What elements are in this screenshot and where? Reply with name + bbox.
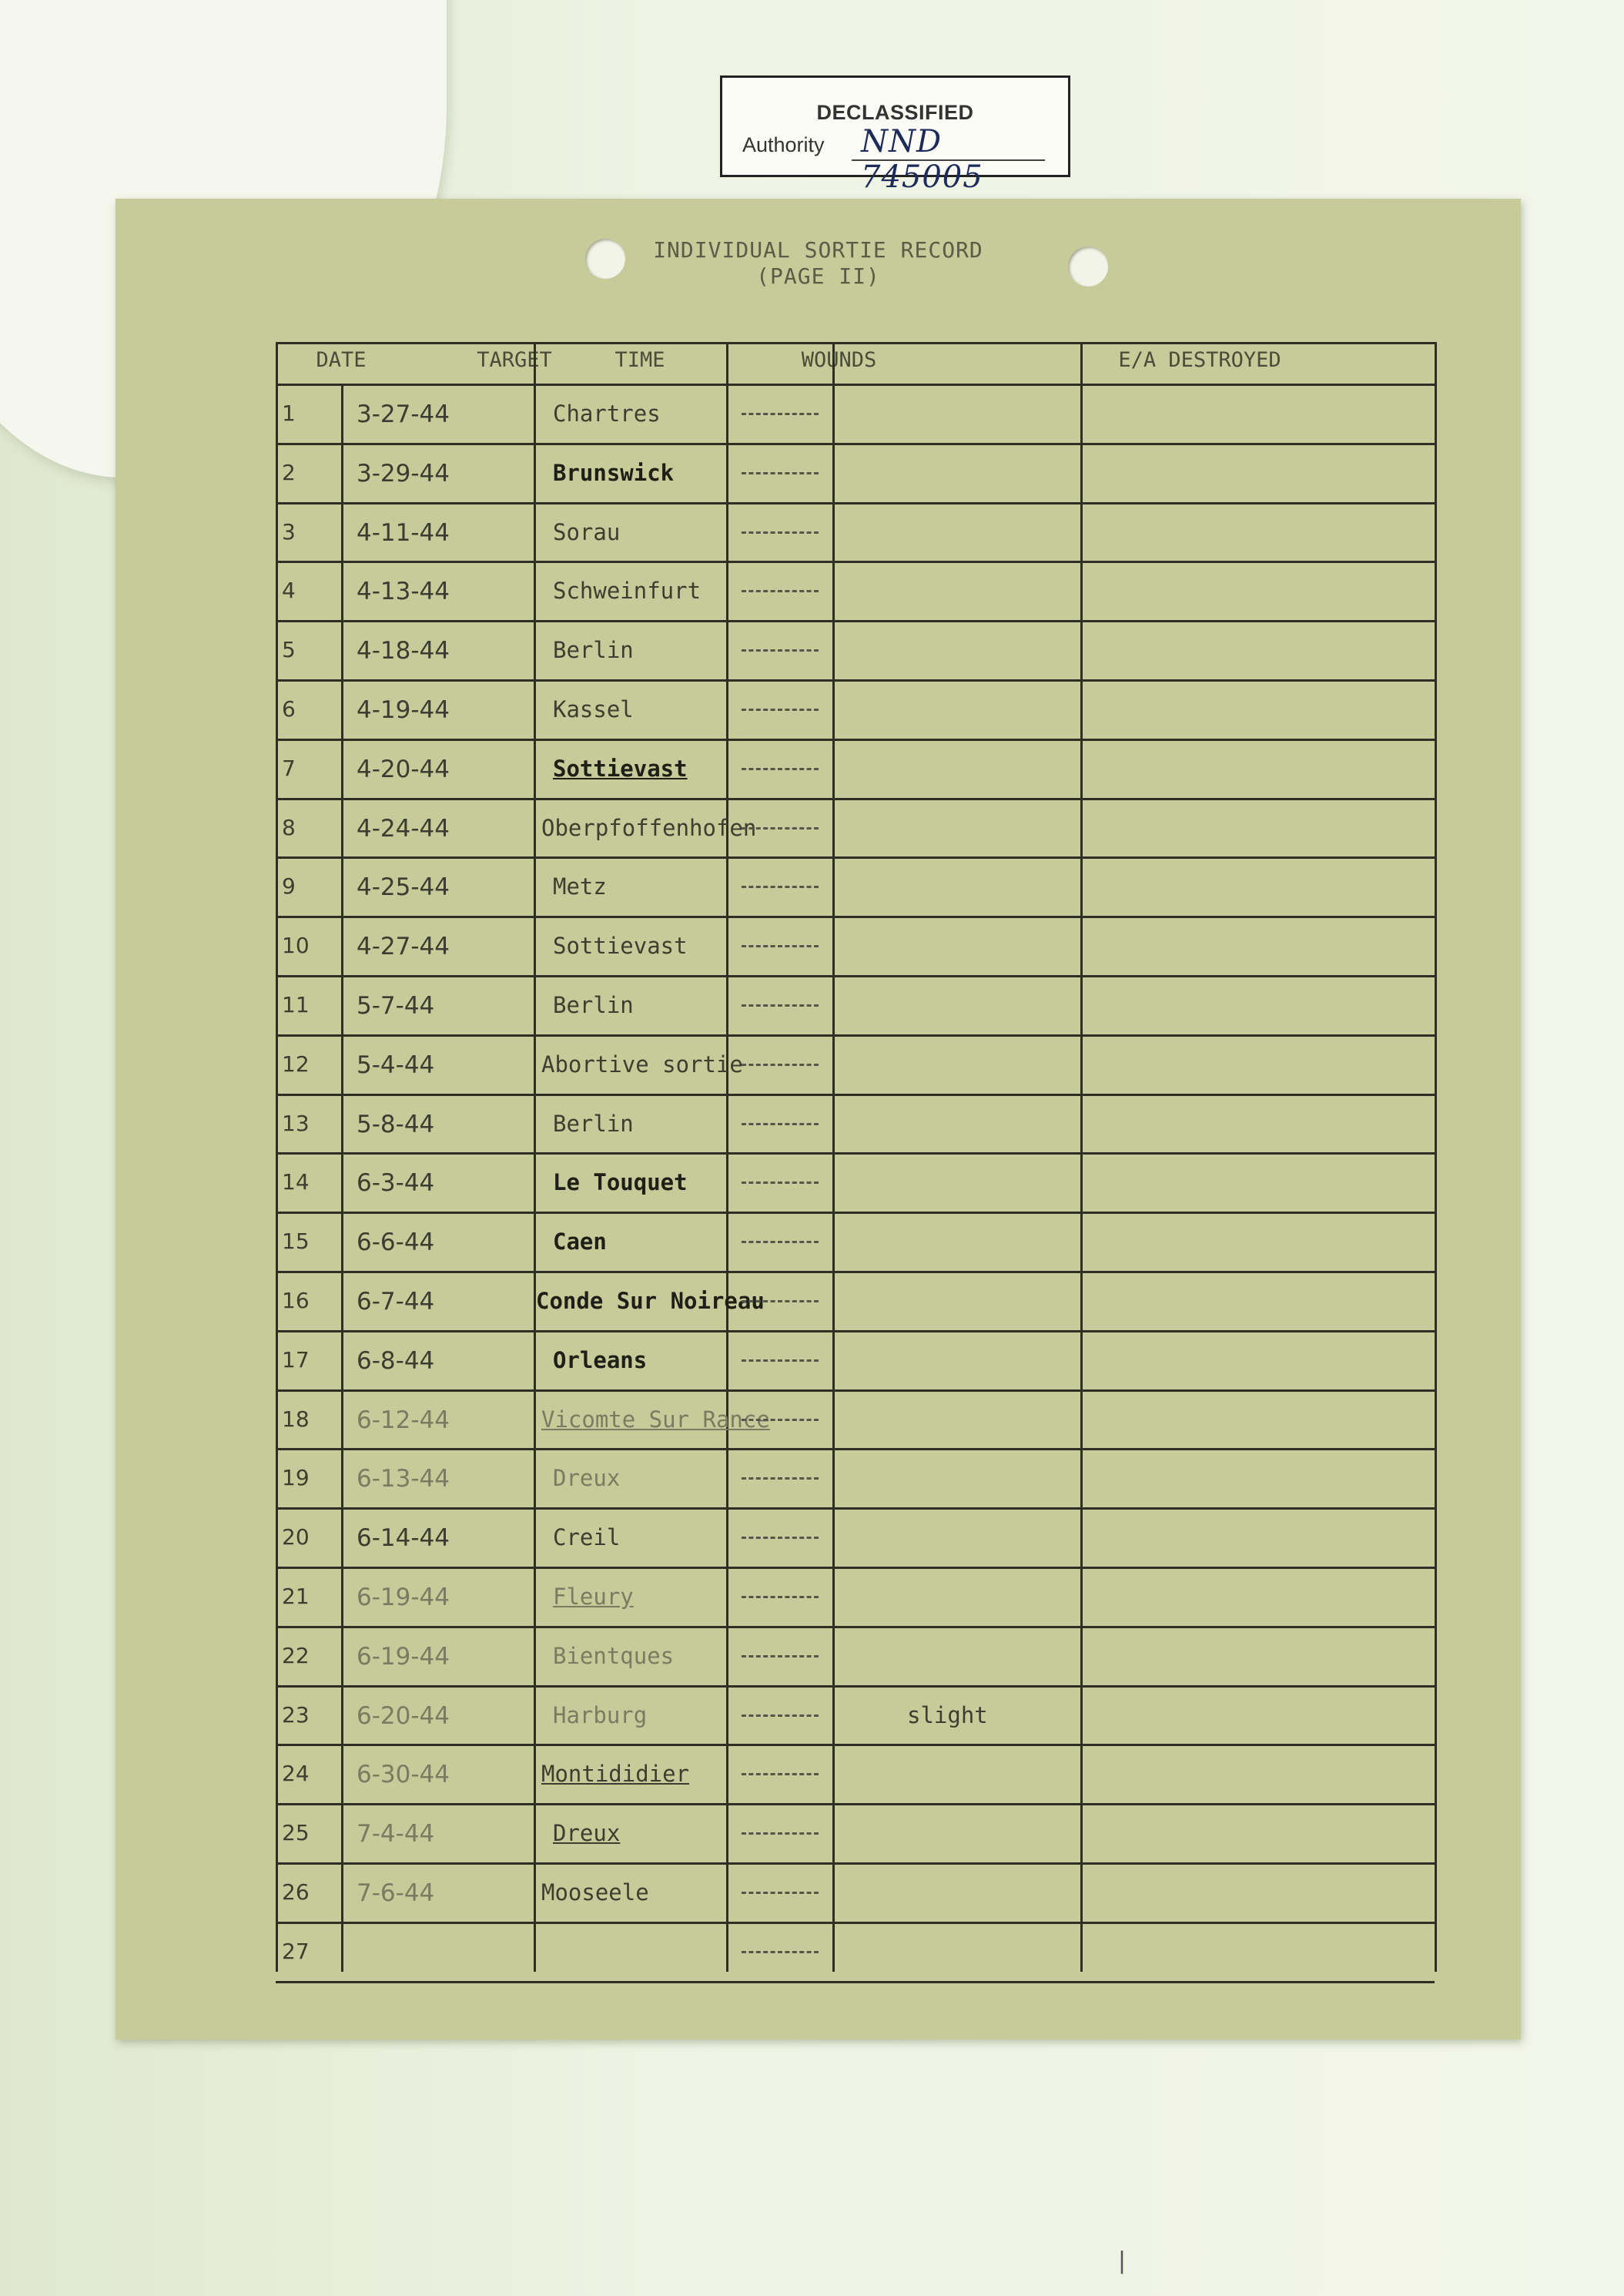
row-time-blank: [742, 1477, 819, 1480]
row-target: Kassel: [553, 696, 634, 722]
table-row-rule: [276, 502, 1435, 504]
row-number: 4: [282, 578, 296, 604]
row-number: 24: [282, 1761, 310, 1787]
row-number: 10: [282, 933, 310, 959]
row-number: 1: [282, 401, 296, 426]
row-target: Chartres: [553, 401, 661, 427]
row-number: 14: [282, 1169, 310, 1195]
table-row-rule: [276, 561, 1435, 563]
table-row-rule: [276, 1271, 1435, 1273]
row-number: 15: [282, 1228, 310, 1255]
table-row-rule: [276, 1448, 1435, 1450]
table-row-rule: [276, 739, 1435, 741]
row-time-blank: [742, 1064, 819, 1066]
row-number: 22: [282, 1642, 310, 1668]
row-time-blank: [742, 413, 819, 415]
column-header-date: DATE: [316, 348, 367, 372]
row-time-blank: [742, 709, 819, 711]
row-time-blank: [742, 827, 819, 830]
row-date: 4-18-44: [357, 637, 450, 665]
row-date: 6-3-44: [357, 1169, 435, 1198]
row-time-blank: [742, 945, 819, 947]
row-target: Dreux: [553, 1465, 621, 1492]
table-row-rule: [276, 1212, 1435, 1214]
row-time-blank: [742, 1832, 819, 1835]
table-column-rule: [1080, 342, 1083, 1972]
row-number: 17: [282, 1346, 310, 1373]
row-date: 6-19-44: [357, 1584, 450, 1611]
table-row-rule: [276, 1567, 1435, 1569]
table-row-rule: [276, 1922, 1435, 1924]
row-date: 6-7-44: [357, 1288, 435, 1316]
table-row-rule: [276, 1094, 1435, 1096]
row-date: 6-30-44: [357, 1761, 450, 1789]
column-header-target: TARGET: [477, 348, 552, 372]
row-number: 25: [282, 1820, 310, 1846]
table-row-rule: [276, 679, 1435, 682]
row-time-blank: [742, 1004, 819, 1007]
table-row-rule: [276, 1389, 1435, 1392]
row-number: 7: [282, 755, 296, 781]
row-date: 7-6-44: [357, 1879, 435, 1907]
table-row-rule: [276, 1330, 1435, 1332]
page-subtitle: (PAGE II): [756, 263, 880, 289]
table-column-rule: [276, 342, 278, 1972]
row-time-blank: [742, 1359, 819, 1362]
row-target: Caen: [553, 1228, 607, 1255]
row-target: Vicomte Sur Rance: [541, 1406, 770, 1433]
row-target: Sottievast: [553, 933, 688, 960]
row-number: 11: [282, 992, 310, 1017]
row-target: Berlin: [553, 637, 634, 664]
table-row-rule: [276, 916, 1435, 918]
row-date: 6-8-44: [357, 1346, 435, 1375]
row-time-blank: [742, 1951, 819, 1953]
row-target: Le Touquet: [553, 1169, 688, 1196]
row-number: 8: [282, 814, 296, 840]
table-row-rule: [276, 975, 1435, 977]
column-header-time: TIME: [614, 348, 665, 372]
declassified-stamp: [720, 75, 1070, 195]
row-time-blank: [742, 531, 819, 534]
table-column-rule: [726, 342, 728, 1972]
row-time-blank: [742, 590, 819, 592]
table-row-rule: [276, 1152, 1435, 1155]
sortie-table: [276, 342, 1435, 1972]
row-date: 4-27-44: [357, 933, 450, 961]
row-number: 27: [282, 1938, 310, 1964]
table-column-rule: [534, 342, 536, 1972]
column-header-ea-destroyed: E/A DESTROYED: [1118, 348, 1281, 372]
row-time-blank: [742, 1182, 819, 1184]
row-date: 5-4-44: [357, 1051, 435, 1079]
row-target: Bientques: [553, 1642, 675, 1669]
row-time-blank: [742, 1714, 819, 1717]
table-column-rule: [341, 384, 343, 1972]
row-number: 5: [282, 637, 296, 663]
row-time-blank: [742, 1537, 819, 1539]
table-row-rule: [276, 856, 1435, 859]
column-header-wounds: WOUNDS: [801, 348, 877, 372]
row-time-blank: [742, 1892, 819, 1894]
row-target: Schweinfurt: [553, 578, 702, 605]
row-date: 6-19-44: [357, 1642, 450, 1671]
row-time-blank: [742, 886, 819, 888]
row-date: 3-29-44: [357, 459, 450, 488]
row-time-blank: [742, 1123, 819, 1125]
row-date: 6-20-44: [357, 1701, 450, 1730]
row-target: Montididier: [541, 1761, 690, 1788]
row-target: Sorau: [553, 518, 621, 545]
row-date: 5-8-44: [357, 1110, 435, 1138]
row-target: Sottievast: [553, 755, 688, 782]
table-row-rule: [276, 1626, 1435, 1628]
row-number: 16: [282, 1288, 310, 1313]
row-time-blank: [742, 649, 819, 652]
row-date: 6-14-44: [357, 1524, 450, 1553]
row-number: 9: [282, 873, 296, 900]
row-date: 4-19-44: [357, 696, 450, 724]
table-row-rule: [276, 443, 1435, 445]
row-date: 4-25-44: [357, 873, 450, 902]
row-number: 12: [282, 1051, 310, 1077]
row-date: 6-12-44: [357, 1406, 450, 1434]
table-row-rule: [276, 1981, 1435, 1983]
table-row-rule: [276, 1862, 1435, 1865]
table-row-rule: [276, 798, 1435, 800]
row-date: 7-4-44: [357, 1820, 435, 1849]
table-row-rule: [276, 1507, 1435, 1510]
row-target: Mooseele: [541, 1879, 649, 1906]
row-time-blank: [742, 1596, 819, 1598]
table-row-rule: [276, 384, 1435, 386]
row-time-blank: [742, 1419, 819, 1421]
row-date: 4-11-44: [357, 518, 450, 547]
row-number: 2: [282, 459, 296, 485]
row-time-blank: [742, 768, 819, 770]
row-date: 6-6-44: [357, 1228, 435, 1257]
row-date: 3-27-44: [357, 401, 450, 428]
row-target: Abortive sortie: [541, 1051, 743, 1078]
row-target: Dreux: [553, 1820, 621, 1847]
row-number: 21: [282, 1584, 310, 1609]
row-time-blank: [742, 472, 819, 474]
row-time-blank: [742, 1655, 819, 1657]
row-number: 3: [282, 518, 296, 545]
table-row-rule: [276, 1685, 1435, 1688]
row-target: Creil: [553, 1524, 621, 1551]
row-number: 6: [282, 696, 296, 722]
stamp-title: DECLASSIFIED: [816, 101, 974, 124]
row-target: Conde Sur Noireau: [536, 1288, 765, 1314]
stamp-authority-value: NND 745005: [861, 124, 983, 195]
page-title: INDIVIDUAL SORTIE RECORD: [653, 237, 983, 263]
row-target: Orleans: [553, 1346, 648, 1373]
row-number: 18: [282, 1406, 310, 1432]
row-date: 4-20-44: [357, 755, 450, 783]
row-number: 19: [282, 1465, 310, 1491]
table-row-rule: [276, 1744, 1435, 1746]
row-date: 4-13-44: [357, 578, 450, 606]
row-time-blank: [742, 1241, 819, 1243]
table-row-rule: [276, 1034, 1435, 1037]
row-date: 4-24-44: [357, 814, 450, 843]
row-target: Berlin: [553, 1110, 634, 1137]
row-date: 6-13-44: [357, 1465, 450, 1493]
sortie-record-sheet: [116, 199, 1521, 2040]
row-time-blank: [742, 1773, 819, 1775]
row-target: Metz: [553, 873, 607, 900]
table-column-rule: [1435, 342, 1437, 1972]
row-number: 23: [282, 1701, 310, 1728]
row-number: 20: [282, 1524, 310, 1550]
table-row-rule: [276, 1803, 1435, 1805]
row-target: Berlin: [553, 992, 634, 1018]
table-row-rule: [276, 620, 1435, 622]
stamp-authority-label: Authority: [742, 133, 825, 156]
row-number: 26: [282, 1879, 310, 1905]
row-target: Brunswick: [553, 459, 675, 486]
row-target: Oberpfoffenhofen: [541, 814, 757, 841]
scan-mark: |: [1115, 2247, 1130, 2274]
table-top-rule: [276, 342, 1435, 344]
row-target: Harburg: [553, 1701, 648, 1728]
table-column-rule: [832, 342, 835, 1972]
row-number: 13: [282, 1110, 310, 1136]
row-date: 5-7-44: [357, 992, 435, 1020]
row-time-blank: [742, 1300, 819, 1302]
row-wounds: slight: [907, 1701, 988, 1728]
row-target: Fleury: [553, 1584, 634, 1610]
